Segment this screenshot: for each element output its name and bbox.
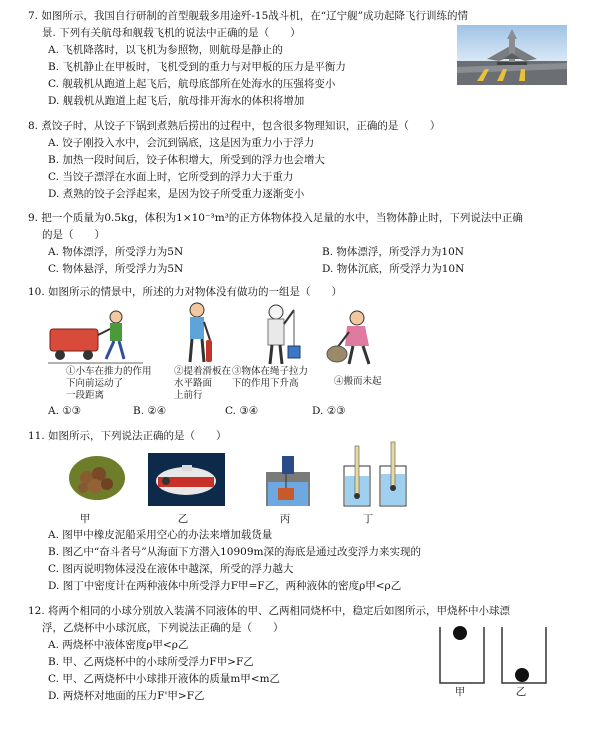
jet-on-carrier-photo [457,25,567,85]
question-8 [28,118,568,135]
q9-stem-line1: 9. 把一个质量为0.5kg，体积为1×10⁻³m³的正方体物体投入足量的水中，当物体静止时，下列说法中正确 [28,212,523,224]
q10-option-a: A. ①③ [48,405,82,417]
q12-option-c: C. 甲、乙两烧杯中小球排开液体的质量m甲<m乙 [48,673,281,685]
q10-caption-2-line1: ②提着滑板在 [174,366,232,377]
q11-label-jia: 甲 [79,513,91,525]
q10-option-d: D. ②③ [312,405,346,417]
q12-option-b: B. 甲、乙两烧杯中的小球所受浮力F甲>F乙 [48,656,254,668]
floating-ball [453,626,467,640]
q8-stem: 8. 煮饺子时，从饺子下锅到煮熟后捞出的过程中，包含很多物理知识，正确的是（ ） [28,120,441,132]
q8-option-c: C. 当饺子漂浮在水面上时，它所受到的浮力大于重力 [48,171,294,183]
q9-option-b: B. 物体漂浮，所受浮力为10N [322,246,464,258]
push-cart-illustration [48,305,143,367]
q11-option-d: D. 图丁中密度计在两种液体中所受浮力F甲=F乙，两种液体的密度ρ甲<ρ乙 [48,580,402,592]
q7-option-d: D. 舰载机从跑道上起飞后，航母排开海水的体积将增加 [48,95,305,107]
q10-caption-1-line1: ①小车在推力的作用 [66,366,152,377]
q12-label-jia: 甲 [454,686,466,698]
q9-option-d: D. 物体沉底，所受浮力为10N [322,263,465,275]
q7-option-a: A. 飞机降落时，以飞机为参照物，则航母是静止的 [48,44,283,56]
q7-option-b: B. 飞机静止在甲板时，飞机受到的重力与对甲板的压力是平衡力 [48,61,346,73]
q10-caption-2 [174,366,231,402]
q10-caption-1 [66,366,152,402]
clay-boat-photo [65,452,125,506]
q11-label-ding: 丁 [362,513,374,525]
q11-label-bing: 丙 [279,513,291,525]
lifting-sack-illustration [325,308,385,368]
question-10 [28,284,568,301]
q9-stem-line2: 的是（ ） [42,229,105,241]
immersion-experiment-photo [260,452,320,508]
q11-label-yi: 乙 [177,513,189,525]
submersible-photo [148,453,225,506]
q12-label-yi: 乙 [515,686,527,698]
q7-stem-line1: 7. 如图所示，我国自行研制的首型舰载多用途歼-15战斗机，在“辽宁舰”成功起降飞行训练的情 [28,10,468,22]
q12-stem-line2: 浮，乙烧杯中小球沉底，下列说法正确的是（ ） [42,622,284,634]
q11-option-b: B. 图乙中“奋斗者号”从海面下方潜入10909m深的海底是通过改变浮力来实现的 [48,546,421,558]
q12-option-d: D. 两烧杯对地面的压力F'甲>F乙 [48,690,205,702]
q7-option-c: C. 舰载机从跑道上起飞后，航母底部所在处海水的压强将变小 [48,78,336,90]
q11-option-c: C. 图丙说明物体浸没在液体中越深，所受的浮力越大 [48,563,294,575]
q10-stem: 10. 如图所示的情景中，所述的力对物体没有做功的一组是（ ） [28,286,343,298]
q11-option-a: A. 图甲中橡皮泥船采用空心的办法来增加载货量 [48,529,273,541]
q7-stem-line2: 景. 下列有关航母和舰载飞机的说法中正确的是（ ） [42,27,301,39]
q10-caption-3-line2: 下的作用下升高 [232,378,299,389]
hydrometer-beakers [340,440,410,508]
question-11 [28,428,568,445]
q11-stem: 11. 如图所示，下列说法正确的是（ ） [28,430,227,442]
q10-option-b: B. ②④ [133,405,167,417]
q10-caption-2-line3: 上前行 [174,390,203,401]
q8-option-b: B. 加热一段时间后，饺子体积增大，所受到的浮力也会增大 [48,154,325,166]
sunk-ball [515,668,529,682]
q9-option-c: C. 物体悬浮，所受浮力为5N [48,263,184,275]
question-9 [28,210,568,244]
rope-pull-illustration [250,302,310,368]
q8-option-a: A. 饺子刚投入水中，会沉到锅底，这是因为重力小于浮力 [48,137,315,149]
q10-caption-1-line2: 下向前运动了 [66,378,124,389]
q10-option-c: C. ③④ [225,405,259,417]
q12-option-a: A. 两烧杯中液体密度ρ甲<ρ乙 [48,639,189,651]
q8-option-d: D. 煮熟的饺子会浮起来，是因为饺子所受重力逐渐变小 [48,188,305,200]
q10-caption-3 [232,366,308,390]
q10-caption-1-line3: 一段距离 [66,390,105,401]
q10-caption-4-line1: ④搬而未起 [334,376,382,387]
q10-caption-3-line1: ③物体在绳子拉力 [232,366,309,377]
two-beakers-balls-diagram [438,625,550,685]
q10-caption-4 [334,376,382,388]
q9-option-a: A. 物体漂浮，所受浮力为5N [48,246,184,258]
q10-caption-2-line2: 水平路面 [174,378,213,389]
skateboard-boy-illustration [172,300,222,368]
q12-stem-line1: 12. 将两个相同的小球分别放入装满不同液体的甲、乙两相同烧杯中，稳定后如图所示，甲烧杯中小球漂 [28,605,511,617]
